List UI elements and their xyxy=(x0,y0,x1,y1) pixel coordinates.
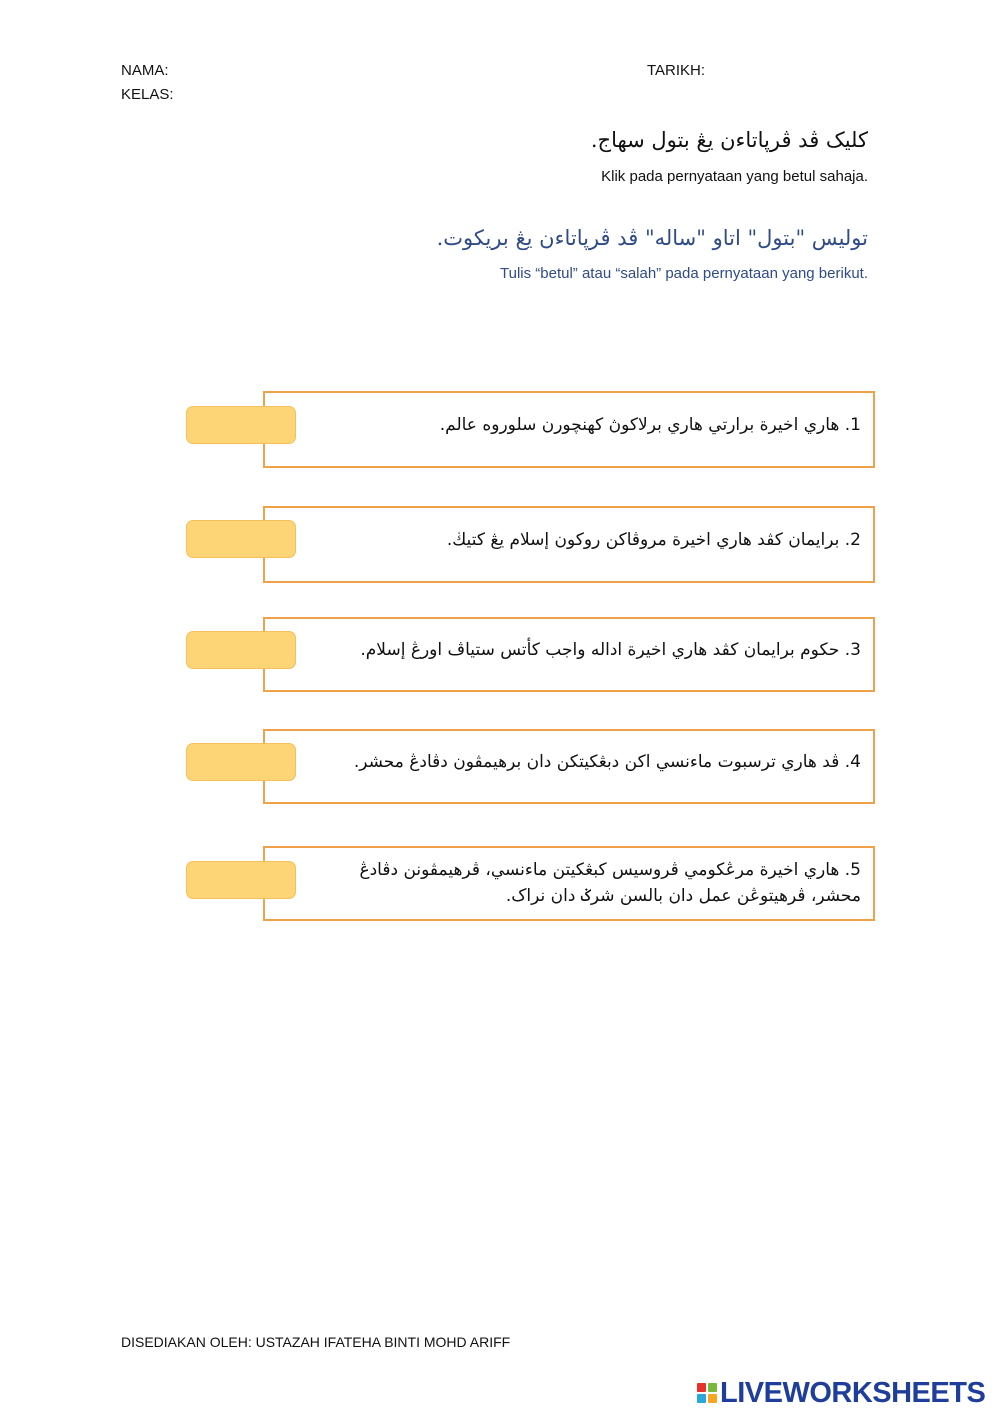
answer-field-1[interactable] xyxy=(186,406,296,444)
instruction2-malay: Tulis “betul” atau “salah” pada pernyataan yang berikut. xyxy=(500,265,868,282)
answer-field-5[interactable] xyxy=(186,861,296,899)
answer-field-2[interactable] xyxy=(186,520,296,558)
question-text-1: 1. هاري اخيرة برارتي هاري برلاكوڽ كهنچورن سلوروه عالم. xyxy=(439,415,861,435)
question-box-2 xyxy=(263,506,875,583)
question-box-3 xyxy=(263,617,875,692)
prepared-by: DISEDIAKAN OLEH: USTAZAH IFATEHA BINTI MOHD ARIFF xyxy=(121,1334,511,1350)
instruction2-jawi: توليس "بتول" اتاو "ساله" ڤد ڤرڽاتاءن يڠ بريکوت. xyxy=(436,226,868,250)
instruction1-jawi: كليک ڤد ڤرڽاتاءن يڠ بتول سهاج. xyxy=(590,128,868,152)
logo-grid-icon xyxy=(697,1383,717,1403)
question-box-4 xyxy=(263,729,875,804)
question-box-1 xyxy=(263,391,875,468)
question-text-4: 4. ڤد هاري ترسبوت ماءنسي اكن دبڠكيتكن دان برهيمڤون دڤادڠ محشر. xyxy=(353,752,861,772)
question-text-5: 5. هاري اخيرة مرڠكومي ڤروسيس كبڠكيتن ماءنسي، ڤرهيمڤونن دڤادڠ محشر، ڤرهيتوڠن عمل دان بالسن شرݢ دان نراک. xyxy=(359,860,861,906)
question-box-5 xyxy=(263,846,875,921)
question-text-2: 2. برايمان كڤد هاري اخيرة مروڤاكن روكون إسلام يڠ كتيڬ. xyxy=(446,530,861,550)
answer-field-3[interactable] xyxy=(186,631,296,669)
liveworksheets-logo[interactable] xyxy=(697,1378,985,1408)
kelas-label: KELAS: xyxy=(121,86,174,103)
answer-field-4[interactable] xyxy=(186,743,296,781)
brand-name: LIVEWORKSHEETS xyxy=(720,1376,986,1409)
tarikh-label: TARIKH: xyxy=(647,62,706,79)
question-text-3: 3. حكوم برايمان كڤد هاري اخيرة اداله واجب كأتس ستياڤ اورڠ إسلام. xyxy=(360,640,861,660)
instruction1-malay: Klik pada pernyataan yang betul sahaja. xyxy=(601,168,868,185)
nama-label: NAMA: xyxy=(121,62,169,79)
